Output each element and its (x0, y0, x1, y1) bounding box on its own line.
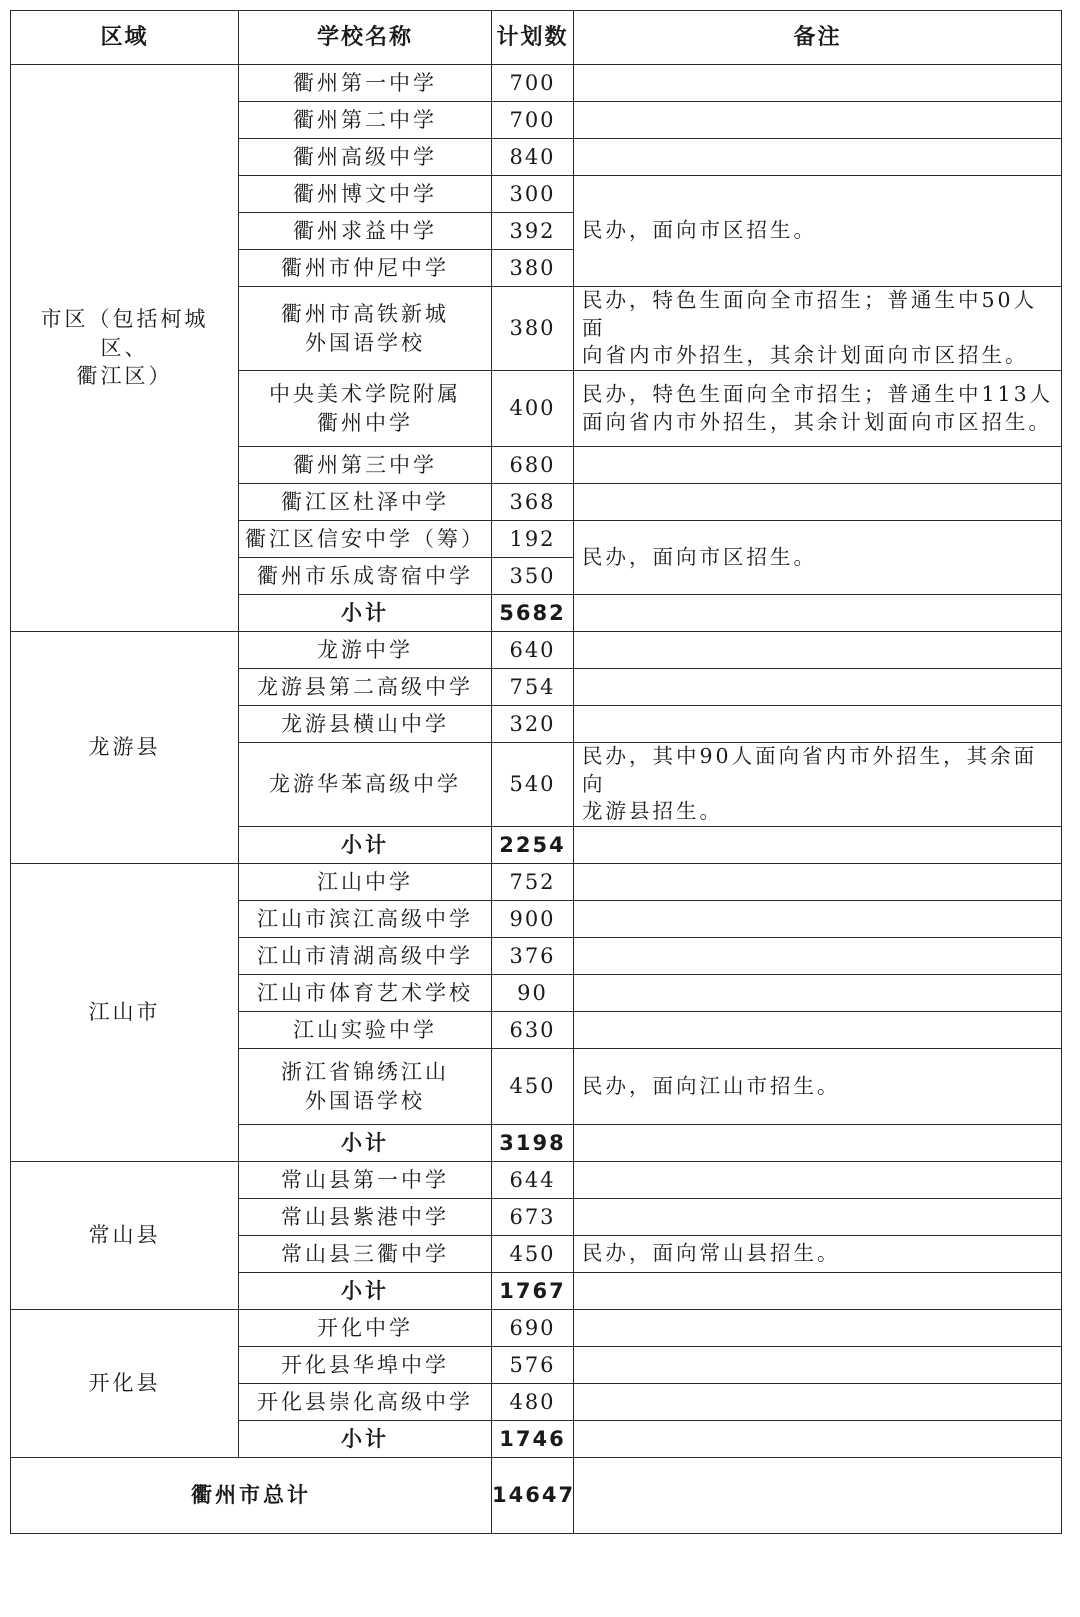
plan-count: 630 (492, 1012, 574, 1049)
plan-count: 392 (492, 213, 574, 250)
school-name: 衢州第一中学 (239, 65, 492, 102)
school-name: 江山市体育艺术学校 (239, 975, 492, 1012)
plan-count: 700 (492, 102, 574, 139)
school-name: 衢江区信安中学（筹） (239, 521, 492, 558)
total-value: 14647 (492, 1458, 574, 1534)
subtotal-label: 小计 (239, 595, 492, 632)
school-name: 衢州第三中学 (239, 447, 492, 484)
plan-count: 900 (492, 901, 574, 938)
note-cell (574, 864, 1062, 901)
note-cell (574, 975, 1062, 1012)
note-cell (574, 65, 1062, 102)
school-name: 衢州市高铁新城 外国语学校 (239, 287, 492, 371)
plan-count: 380 (492, 250, 574, 287)
note-cell (574, 938, 1062, 975)
school-name: 江山中学 (239, 864, 492, 901)
plan-count: 320 (492, 706, 574, 743)
note-cell: 民办，面向市区招生。 (574, 176, 1062, 287)
total-label: 衢州市总计 (11, 1458, 492, 1534)
total-row (11, 1458, 1062, 1534)
plan-count: 380 (492, 287, 574, 371)
plan-count: 640 (492, 632, 574, 669)
note-cell (574, 139, 1062, 176)
plan-count: 673 (492, 1199, 574, 1236)
header-note: 备注 (574, 11, 1062, 65)
note-cell (574, 1347, 1062, 1384)
region-cell: 常山县 (11, 1162, 239, 1310)
note-cell (574, 447, 1062, 484)
note-cell (574, 1384, 1062, 1421)
school-name: 龙游县第二高级中学 (239, 669, 492, 706)
note-cell (574, 901, 1062, 938)
school-name: 龙游县横山中学 (239, 706, 492, 743)
plan-count: 700 (492, 65, 574, 102)
school-name: 江山市滨江高级中学 (239, 901, 492, 938)
plan-count: 192 (492, 521, 574, 558)
school-name: 常山县紫港中学 (239, 1199, 492, 1236)
note-cell: 民办，面向市区招生。 (574, 521, 1062, 595)
note-cell: 民办，特色生面向全市招生；普通生中50人面 向省内市外招生，其余计划面向市区招生。 (574, 287, 1062, 371)
school-name: 衢州博文中学 (239, 176, 492, 213)
plan-count: 450 (492, 1236, 574, 1273)
plan-count: 480 (492, 1384, 574, 1421)
header-plan: 计划数 (492, 11, 574, 65)
plan-count: 350 (492, 558, 574, 595)
note-cell (574, 1012, 1062, 1049)
note-cell (574, 1310, 1062, 1347)
plan-count: 690 (492, 1310, 574, 1347)
school-name: 衢州第二中学 (239, 102, 492, 139)
school-name: 常山县三衢中学 (239, 1236, 492, 1273)
note-cell (574, 632, 1062, 669)
note-cell (574, 1125, 1062, 1162)
table-row (11, 864, 1062, 901)
subtotal-label: 小计 (239, 827, 492, 864)
subtotal-value: 5682 (492, 595, 574, 632)
school-name: 衢州市仲尼中学 (239, 250, 492, 287)
table-row (11, 65, 1062, 102)
subtotal-label: 小计 (239, 1125, 492, 1162)
note-cell (574, 669, 1062, 706)
plan-count: 840 (492, 139, 574, 176)
note-cell: 民办，面向江山市招生。 (574, 1049, 1062, 1125)
region-cell: 江山市 (11, 864, 239, 1162)
note-cell (574, 484, 1062, 521)
subtotal-label: 小计 (239, 1421, 492, 1458)
school-name: 开化县崇化高级中学 (239, 1384, 492, 1421)
note-cell (574, 706, 1062, 743)
note-cell (574, 827, 1062, 864)
subtotal-value: 1746 (492, 1421, 574, 1458)
note-cell: 民办，其中90人面向省内市外招生，其余面向 龙游县招生。 (574, 743, 1062, 827)
note-cell (574, 1458, 1062, 1534)
note-cell: 民办，面向常山县招生。 (574, 1236, 1062, 1273)
plan-count: 300 (492, 176, 574, 213)
note-cell (574, 1162, 1062, 1199)
region-cell: 市区（包括柯城区、 衢江区） (11, 65, 239, 632)
note-cell (574, 1421, 1062, 1458)
school-name: 衢州市乐成寄宿中学 (239, 558, 492, 595)
plan-count: 644 (492, 1162, 574, 1199)
enrollment-plan-table (10, 10, 1062, 1534)
table-header (11, 11, 1062, 65)
plan-count: 680 (492, 447, 574, 484)
school-name: 龙游华苯高级中学 (239, 743, 492, 827)
plan-count: 90 (492, 975, 574, 1012)
region-cell: 开化县 (11, 1310, 239, 1458)
table-row (11, 632, 1062, 669)
plan-count: 540 (492, 743, 574, 827)
table-body (11, 65, 1062, 1534)
table (10, 10, 1062, 1534)
note-cell (574, 1273, 1062, 1310)
table-row (11, 1310, 1062, 1347)
plan-count: 368 (492, 484, 574, 521)
school-name: 中央美术学院附属 衢州中学 (239, 371, 492, 447)
school-name: 开化县华埠中学 (239, 1347, 492, 1384)
school-name: 江山实验中学 (239, 1012, 492, 1049)
school-name: 衢州求益中学 (239, 213, 492, 250)
school-name: 衢江区杜泽中学 (239, 484, 492, 521)
school-name: 衢州高级中学 (239, 139, 492, 176)
header-region: 区域 (11, 11, 239, 65)
table-row (11, 1162, 1062, 1199)
plan-count: 450 (492, 1049, 574, 1125)
note-cell (574, 1199, 1062, 1236)
note-cell (574, 595, 1062, 632)
plan-count: 400 (492, 371, 574, 447)
subtotal-value: 2254 (492, 827, 574, 864)
note-cell (574, 102, 1062, 139)
school-name: 龙游中学 (239, 632, 492, 669)
school-name: 浙江省锦绣江山 外国语学校 (239, 1049, 492, 1125)
plan-count: 376 (492, 938, 574, 975)
header-school: 学校名称 (239, 11, 492, 65)
plan-count: 754 (492, 669, 574, 706)
school-name: 开化中学 (239, 1310, 492, 1347)
plan-count: 576 (492, 1347, 574, 1384)
school-name: 常山县第一中学 (239, 1162, 492, 1199)
subtotal-value: 3198 (492, 1125, 574, 1162)
school-name: 江山市清湖高级中学 (239, 938, 492, 975)
subtotal-value: 1767 (492, 1273, 574, 1310)
subtotal-label: 小计 (239, 1273, 492, 1310)
plan-count: 752 (492, 864, 574, 901)
note-cell: 民办，特色生面向全市招生；普通生中113人 面向省内市外招生，其余计划面向市区招生。 (574, 371, 1062, 447)
region-cell: 龙游县 (11, 632, 239, 864)
